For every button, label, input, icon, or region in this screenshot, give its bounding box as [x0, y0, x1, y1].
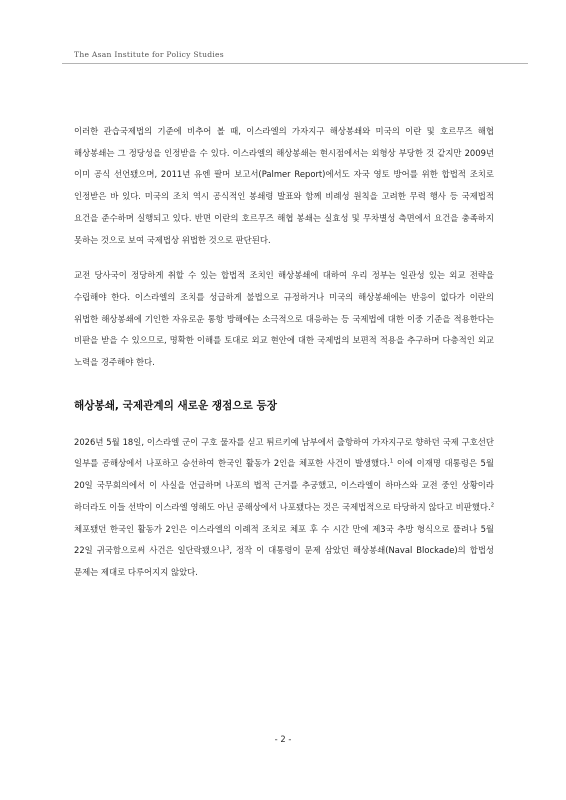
section-heading: 해상봉쇄, 국제관계의 새로운 쟁점으로 등장	[74, 399, 277, 412]
footnote-ref-1[interactable]: 1	[389, 458, 394, 465]
paragraph-diplomatic-strategy: 교전 당사국이 정당하게 취할 수 있는 합법적 조치인 해상봉쇄에 대하여 우리 정부는 일관성 있는 외교 전략을 수립해야 한다. 이스라엘의 조치를 성급하게 불법으로 규정하거나 미국의 해상봉쇄에는 반응이 없다가 이란의 위법한 해상봉쇄에 기인한 자유로운 통항 방해에는 소극적으로 대응하는 등 국제법에 대한 이중 기준을 적용한다는 비판을 받을 수 있으므로, 명확한 이해를 토대로 외교 현안에 대한 국제법의 보편적 적용을 추구하며 다층적인 외교 노력을 경주해야 한다.	[74, 270, 494, 368]
paragraph-text: 2026년 5월 18일, 이스라엘 군이 구호 물자를 싣고 튀르키예 남부에서 출항하여 가자지구로 향하던 국제 구호선단 일부를 공해상에서 나포하고 승선하여 한국인 활동가 2인을 체포한 사건이 발생했다.	[74, 436, 494, 469]
footnote-ref-2[interactable]: 2	[490, 502, 494, 509]
paragraph-incident	[74, 432, 494, 584]
paragraph-text: 체포됐던 한국인 활동가 2인은 이스라엘의 이례적 조치로 체포 후 수 시간 만에 제3국 추방 형식으로 풀려나 5월 22일 귀국함으로써 사건은 일단락됐으나	[74, 523, 494, 556]
paragraph-text: , 정작 이 대통령이 문제 삼았던 해상봉쇄(Naval Blockade)의 합법성 문제는 제대로 다루어지지 않았다.	[74, 545, 494, 577]
page-number: - 2 -	[274, 734, 292, 744]
document-body	[74, 121, 494, 584]
header-divider	[62, 63, 528, 64]
footnote-ref-3[interactable]: 3	[226, 545, 230, 552]
paragraph-text: 이에 이재명 대통령은 5월 20일 국무회의에서 이 사실을 언급하며 나포의 법적 근거를 추궁했고, 이스라엘이 하마스와 교전 중인 상황이라 하더라도 이들 선박이 이스라엘 영해도 아닌 공해상에서 나포됐다는 것은 국제법적으로 타당하지 않다고 비판했다.	[74, 458, 494, 512]
paragraph-legality-assessment: 이러한 관습국제법의 기준에 비추어 볼 때, 이스라엘의 가자지구 해상봉쇄와 미국의 이란 및 호르무즈 해협 해상봉쇄는 그 정당성을 인정받을 수 있다. 이스라엘의 해상봉쇄는 현시점에서는 외형상 부당한 것 같지만 2009년 이미 공식 선언됐으며, 2011년 유엔 팔머 보고서(Palmer Report)에서도 자국 영토 방어를 위한 합법적 조치로 인정받은 바 있다. 미국의 조치 역시 공식적인 봉쇄령 발표와 함께 비례성 원칙을 고려한 무력 행사 등 국제법적 요건을 준수하며 실행되고 있다. 반면 이란의 호르무즈 해협 봉쇄는 실효성 및 무차별성 측면에서 요건을 충족하지 못하는 것으로 보여 국제법상 위법한 것으로 판단된다.	[74, 126, 494, 245]
running-header: The Asan Institute for Policy Studies	[74, 50, 224, 59]
